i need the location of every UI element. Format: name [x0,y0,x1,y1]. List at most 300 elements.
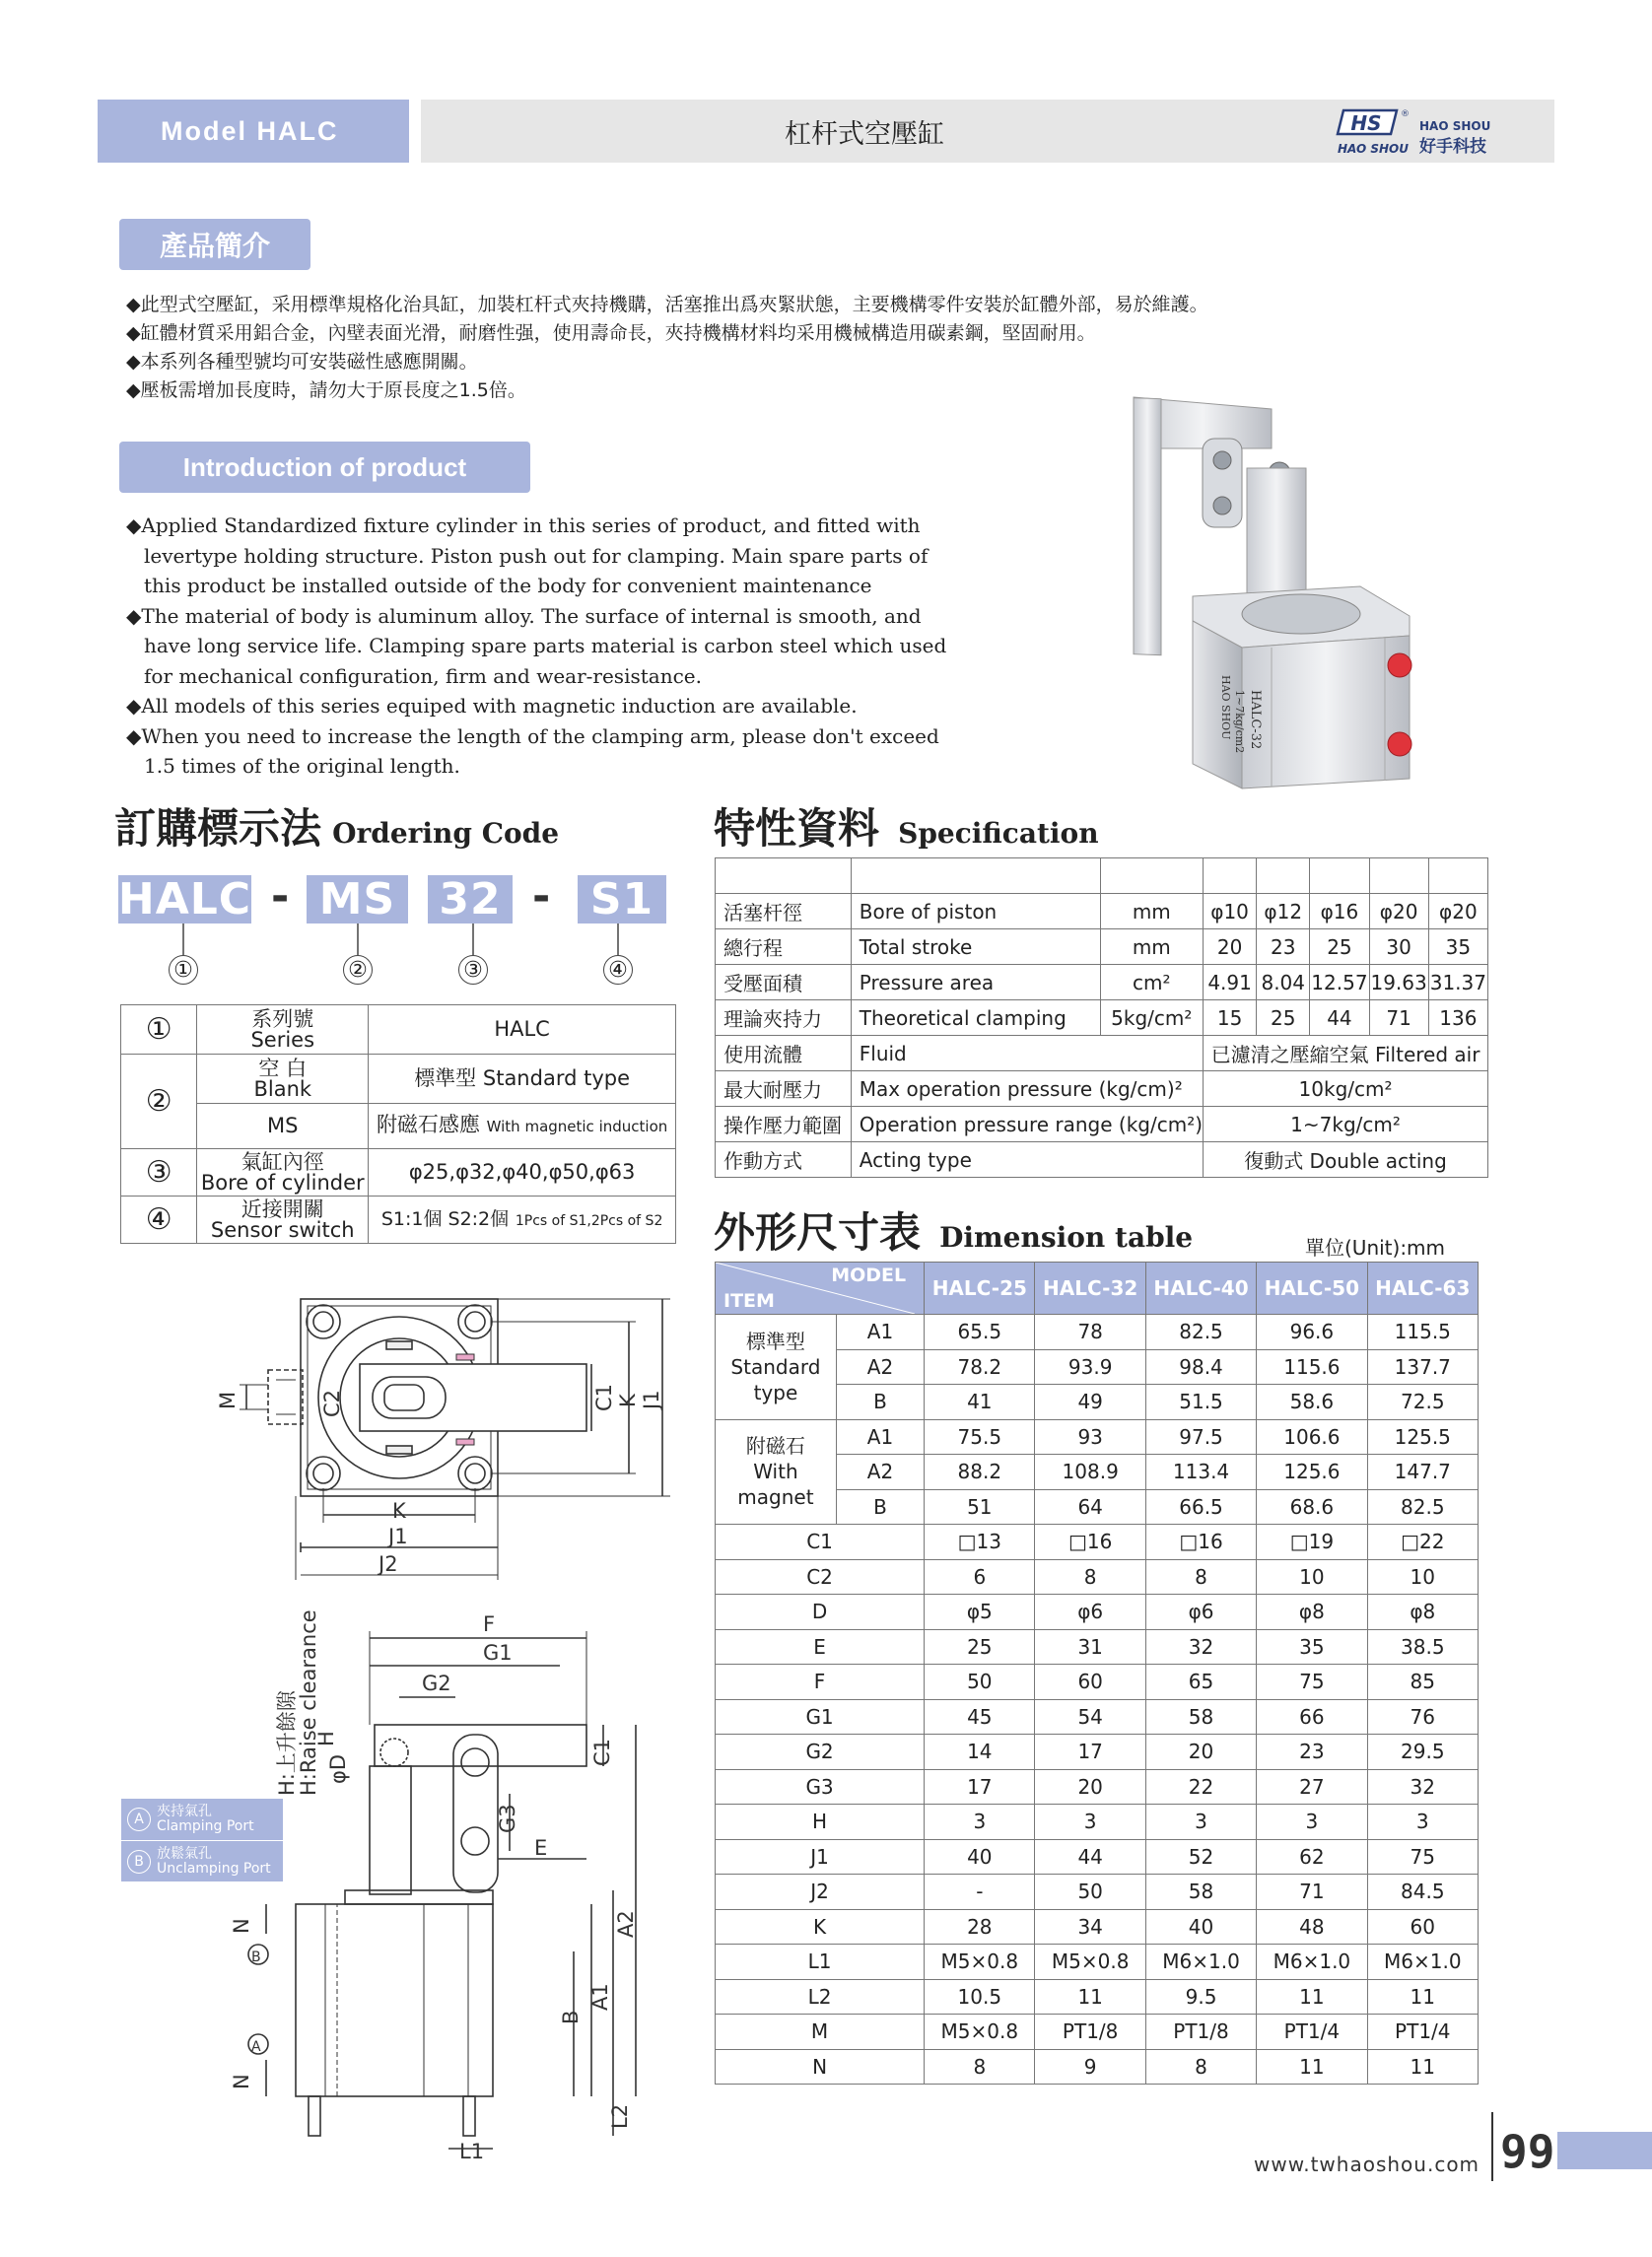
dim-label-E: E [534,1836,548,1860]
footer-divider [1491,2112,1493,2181]
spec-cell: 12.57 [1310,965,1369,1000]
group-std-en1: Standard [730,1354,821,1379]
dim-label-N: N [230,1918,253,1934]
dim-cell: 75.5 [925,1419,1035,1455]
dim-cell: 3 [1257,1805,1367,1840]
model-col: HALC-40 [1145,1263,1256,1315]
table-row [716,1071,1488,1107]
spec-span-value: 已濾清之壓縮空氣 Filtered air [1204,1036,1488,1071]
group-mag-en2: magnet [737,1485,814,1510]
magnetic-zh: 附磁石感應 [376,1113,480,1136]
spec-title-en: Specification [898,817,1099,850]
dim-cell: 88.2 [925,1455,1035,1490]
dim-item: M [716,2015,925,2050]
dimension-title [714,1200,1193,1260]
dim-cell: 64 [1035,1489,1145,1525]
spec-cell: 25 [1310,929,1369,965]
dim-cell: 60 [1367,1909,1478,1945]
spec-row-unit: 5kg/cm² [1100,1000,1203,1036]
ordering-title-en: Ordering Code [332,817,560,850]
dim-cell: 3 [1145,1805,1256,1840]
dim-item: J2 [716,1875,925,1910]
table-row [716,1875,1479,1910]
dim-label-C1: C1 [592,1383,616,1411]
dim-cell: 3 [1035,1805,1145,1840]
dim-cell: φ8 [1367,1595,1478,1630]
dim-label-A1: A1 [588,1983,612,2011]
spec-cell: 20 [1204,929,1257,965]
dim-item: G2 [716,1735,925,1770]
dim-cell: 78 [1035,1315,1145,1350]
spec-cell: φ20 [1369,894,1428,929]
spec-col: φ63 [1428,858,1487,894]
dim-cell: □19 [1257,1525,1367,1560]
dim-item: N [716,2049,925,2085]
dim-cell: M6×1.0 [1367,1945,1478,1980]
bore-zh: 氣缸內徑 [241,1149,324,1174]
spec-row-en: Total stroke [851,929,1100,965]
dim-label-L1: L1 [459,2140,485,2163]
dim-cell: φ6 [1035,1595,1145,1630]
code-dash: - [271,871,290,922]
intro-en-line: 1.5 times of the original length. [144,754,460,778]
dim-cell: 50 [925,1665,1035,1700]
spec-row-en: Theoretical clamping [851,1000,1100,1036]
legend-mark-b: B [127,1850,151,1874]
dim-cell: 84.5 [1367,1875,1478,1910]
dim-label-N: N [230,2074,253,2089]
table-row [716,1909,1479,1945]
dim-label-H: H [314,1731,338,1746]
dim-simple-rows [716,1525,1479,2085]
dim-cell: 106.6 [1257,1419,1367,1455]
table-row [716,1419,1479,1455]
table-row [716,1629,1479,1665]
code-part-series: HALC [117,874,252,924]
intro-en-line: levertype holding structure. Piston push out for clamping. Main spare parts of [144,543,929,568]
table-row [716,2015,1479,2050]
dim-cell: M5×0.8 [925,2015,1035,2050]
dim-label-J1: J1 [640,1390,663,1409]
code-part-switch: S1 [578,875,666,923]
code-part-option: MS [307,875,408,923]
table-row [716,1805,1479,1840]
spec-col: φ25 [1204,858,1257,894]
technical-drawing [0,0,710,2198]
group-mag-zh: 附磁石 [745,1434,805,1459]
dim-label-K: K [616,1394,640,1407]
photo-label-model: HALC-32 [1248,690,1263,750]
side-view [266,1631,636,2149]
group-std-en2: type [753,1380,798,1404]
spec-col: φ40 [1310,858,1369,894]
row-num: ④ [121,1197,197,1244]
spec-span-value: 1~7kg/cm² [1204,1107,1488,1142]
dim-item: C2 [716,1559,925,1595]
sensor-small: 1Pcs of S1,2Pcs of S2 [515,1212,663,1229]
dim-cell: 17 [1035,1735,1145,1770]
dim-cell: 8 [925,2049,1035,2085]
dim-cell: PT1/8 [1145,2015,1256,2050]
dim-cell: 20 [1035,1769,1145,1805]
dim-cell: 3 [1367,1805,1478,1840]
dim-cell: □22 [1367,1525,1478,1560]
dim-cell: 35 [1257,1629,1367,1665]
dim-cell: 8 [1145,2049,1256,2085]
dim-cell: 75 [1257,1665,1367,1700]
bore-value: φ25,φ32,φ40,φ50,φ63 [369,1149,676,1197]
dim-item: E [716,1629,925,1665]
spec-cell: 31.37 [1428,965,1487,1000]
dim-cell: 11 [1035,1979,1145,2015]
table-row [716,1595,1479,1630]
spec-header-unit: mm [1100,858,1203,894]
dim-cell: 8 [1035,1559,1145,1595]
dim-cell: 52 [1145,1839,1256,1875]
dim-cell: 98.4 [1145,1349,1256,1385]
spec-row-zh: 使用流體 [716,1036,852,1071]
table-row [716,1979,1479,2015]
model-item-header [716,1263,925,1315]
blank-zh: 空 白 [258,1056,308,1080]
dim-cell: PT1/8 [1035,2015,1145,2050]
intro-en-heading: Introduction of product [119,442,530,493]
table-row [716,1735,1479,1770]
table-row [716,1000,1488,1036]
dim-label-C1: C1 [590,1738,614,1766]
spec-row-en: Fluid [851,1036,1203,1071]
dim-item: L1 [716,1945,925,1980]
spec-row-zh: 最大耐壓力 [716,1071,852,1107]
bore-en: Bore of cylinder [200,1170,365,1195]
dim-cell: 34 [1035,1909,1145,1945]
dim-item: J1 [716,1839,925,1875]
code-dash: - [532,871,551,922]
spec-row-zh: 總行程 [716,929,852,965]
dim-header-row [716,1263,1479,1315]
group-standard [716,1315,837,1420]
spec-cell: 19.63 [1369,965,1428,1000]
dim-cell: 49 [1035,1385,1145,1420]
dim-cell: 51.5 [1145,1385,1256,1420]
dim-cell: □16 [1145,1525,1256,1560]
dim-cell: 82.5 [1145,1315,1256,1350]
dim-cell: 66.5 [1145,1489,1256,1525]
dim-cell: 51 [925,1489,1035,1525]
photo-label-range: 1~7kg/cm2 [1233,690,1246,754]
top-view [240,1299,670,1580]
dim-cell: 54 [1035,1699,1145,1735]
dim-cell: 14 [925,1735,1035,1770]
dim-cell: M6×1.0 [1145,1945,1256,1980]
spec-row-zh: 受壓面積 [716,965,852,1000]
spec-row-en: Operation pressure range (kg/cm²) [851,1107,1203,1142]
dim-cell: 31 [1035,1629,1145,1665]
model-col: HALC-32 [1035,1263,1145,1315]
dim-cell: 32 [1367,1769,1478,1805]
logo-mark: HS [1350,111,1382,135]
group-std-zh: 標準型 [745,1329,805,1353]
dim-cell: 62 [1257,1839,1367,1875]
spec-cell: φ12 [1257,894,1310,929]
dim-cell: M5×0.8 [925,1945,1035,1980]
dim-cell: 93 [1035,1419,1145,1455]
logo-brand-en2: HAO SHOU [1338,142,1409,156]
dim-cell: 75 [1367,1839,1478,1875]
dim-item: H [716,1805,925,1840]
model-col: HALC-50 [1257,1263,1367,1315]
table-row [716,894,1488,929]
spec-cell: 4.91 [1204,965,1257,1000]
table-row [716,1525,1479,1560]
spec-title [714,796,1099,855]
spec-row-en: Acting type [851,1142,1203,1178]
dim-cell: φ5 [925,1595,1035,1630]
legend-item-clamping [121,1799,283,1841]
intro-en-line: for mechanical configuration, firm and wear-resistance. [144,663,702,688]
dim-cell: 58 [1145,1875,1256,1910]
dim-cell: 58 [1145,1699,1256,1735]
dim-label-G3: G3 [496,1804,519,1833]
photo-label-brand: HAO SHOU [1219,675,1232,740]
dim-cell: 44 [1035,1839,1145,1875]
dim-cell: M6×1.0 [1257,1945,1367,1980]
table-row [716,1315,1479,1350]
table-row [716,1665,1479,1700]
spec-row-zh: 操作壓力範圍 [716,1107,852,1142]
dim-cell: 6 [925,1559,1035,1595]
dim-label-F: F [483,1612,496,1636]
dim-cell: 137.7 [1367,1349,1478,1385]
spec-title-zh: 特性資料 [714,804,880,853]
intro-en-line: this product be installed outside of the body for convenient maintenance [144,574,872,597]
dim-cell: 68.6 [1257,1489,1367,1525]
group-mag-en1: With [753,1460,798,1484]
dim-cell: 113.4 [1145,1455,1256,1490]
dim-cell: 45 [925,1699,1035,1735]
dim-cell: 20 [1145,1735,1256,1770]
dim-cell: 27 [1257,1769,1367,1805]
dim-cell: 93.9 [1035,1349,1145,1385]
dim-cell: 17 [925,1769,1035,1805]
dim-cell: 58.6 [1257,1385,1367,1420]
dim-cell: □16 [1035,1525,1145,1560]
page-number: 99 [1500,2125,1555,2178]
model-col: HALC-63 [1367,1263,1478,1315]
spec-cell: 25 [1257,1000,1310,1036]
dim-item: C1 [716,1525,925,1560]
row-num: ② [121,1055,197,1149]
row-num: ③ [121,1149,197,1197]
raise-clearance-zh: H:上升餘隙 [275,1690,299,1796]
dim-cell: 65.5 [925,1315,1035,1350]
dim-label-A2: A2 [614,1910,638,1938]
port-legend [121,1799,283,1881]
dim-item: F [716,1665,925,1700]
logo-reg: ® [1401,109,1410,119]
dim-cell: 66 [1257,1699,1367,1735]
series-zh: 系列號 [251,1006,314,1031]
dim-cell: 11 [1367,1979,1478,2015]
intro-en-line: ◆The material of body is aluminum alloy. The surface of internal is smooth, and [126,603,922,628]
dimension-table [715,1262,1479,2085]
dim-item: A1 [836,1419,924,1455]
unit-note: 單位(Unit):mm [1305,1236,1446,1260]
ordering-title-zh: 訂購標示法 [114,804,322,853]
spec-row-unit: mm [1100,894,1203,929]
spec-cell: 30 [1369,929,1428,965]
legend-en: Unclamping Port [157,1861,271,1877]
intro-zh-bullet: ◆壓板需增加長度時，請勿大于原長度之1.5倍。 [126,379,526,401]
dim-cell: φ6 [1145,1595,1256,1630]
spec-row-unit: cm² [1100,965,1203,1000]
spec-row-zh: 理論夾持力 [716,1000,852,1036]
dimension-title-zh: 外形尺寸表 [714,1208,922,1257]
footer-url[interactable]: www.twhaoshou.com [1254,2153,1480,2176]
dim-cell: 3 [925,1805,1035,1840]
dim-cell: 85 [1367,1665,1478,1700]
dim-cell: 11 [1257,2049,1367,2085]
code-marker: ④ [603,955,633,985]
intro-zh-bullet: ◆此型式空壓缸，采用標準規格化治具缸，加裝杠杆式夾持機購，活塞推出爲夾緊狀態，主要機構零件安裝於缸體外部，易於維護。 [126,294,1208,315]
dim-cell: 108.9 [1035,1455,1145,1490]
series-en: Series [250,1027,315,1052]
dim-item: G3 [716,1769,925,1805]
dim-label-G1: G1 [483,1641,513,1665]
logo-brand-en: HAO SHOU [1419,119,1491,133]
dim-item: A2 [836,1455,924,1490]
spec-cell: 8.04 [1257,965,1310,1000]
dim-cell: 60 [1035,1665,1145,1700]
dim-cell: 28 [925,1909,1035,1945]
intro-zh-bullet: ◆缸體材質采用鋁合金，內壁表面光滑，耐磨性强，使用壽命長，夾持機構材料均采用機械構造用碳素鋼，堅固耐用。 [126,322,1096,344]
dim-cell: PT1/4 [1367,2015,1478,2050]
dim-item: G1 [716,1699,925,1735]
dim-cell: M5×0.8 [1035,1945,1145,1980]
spec-row-en: Bore of piston [851,894,1100,929]
model-col: HALC-25 [925,1263,1035,1315]
dim-cell: 11 [1257,1979,1367,2015]
dim-cell: 96.6 [1257,1315,1367,1350]
dim-label-B: B [559,2010,583,2024]
table-row [716,2049,1479,2085]
group-magnet [716,1419,837,1525]
spec-cell: 35 [1428,929,1487,965]
row-num: ① [121,1005,197,1055]
spec-span-value: 10kg/cm² [1204,1071,1488,1107]
dimension-title-en: Dimension table [939,1221,1194,1254]
header-item: ITEM [723,1290,775,1312]
dim-cell: 65 [1145,1665,1256,1700]
dim-cell: 10.5 [925,1979,1035,2015]
dim-cell: 71 [1257,1875,1367,1910]
dim-cell: 82.5 [1367,1489,1478,1525]
dim-item: A1 [836,1315,924,1350]
dim-cell: 22 [1145,1769,1256,1805]
spec-span-value: 復動式 Double acting [1204,1142,1488,1178]
spec-cell: φ16 [1310,894,1369,929]
spec-table [715,857,1488,1178]
dim-cell: 147.7 [1367,1455,1478,1490]
port-markers [248,1945,268,2055]
port-mark-a: A [251,2039,261,2055]
dim-item: K [716,1909,925,1945]
dim-label-J1: J1 [388,1525,408,1548]
ms-cell: MS [197,1104,369,1149]
dim-cell: 9.5 [1145,1979,1256,2015]
intro-en-line: ◆All models of this series equiped with magnetic induction are available. [126,694,858,718]
dim-label-G2: G2 [422,1672,451,1695]
spec-header-row [716,858,1488,894]
dim-item: B [836,1385,924,1420]
sensor-main: S1:1個 S2:2個 [380,1207,510,1230]
dim-cell: 11 [1367,2049,1478,2085]
dim-cell: 10 [1367,1559,1478,1595]
table-row [716,1945,1479,1980]
dim-cell: 76 [1367,1699,1478,1735]
blank-en: Blank [253,1076,312,1101]
dim-cell: 40 [1145,1909,1256,1945]
dim-cell: 97.5 [1145,1419,1256,1455]
table-row [716,1142,1488,1178]
spec-col: φ32 [1257,858,1310,894]
dim-cell: 40 [925,1839,1035,1875]
dim-cell: PT1/4 [1257,2015,1367,2050]
page-title: 杠杆式空壓缸 [785,118,944,150]
intro-zh-bullet: ◆本系列各種型號均可安裝磁性感應開關。 [126,351,478,373]
spec-cell: 136 [1428,1000,1487,1036]
sensor-en: Sensor switch [210,1217,355,1242]
standard-type-zh: 標準型 [414,1066,477,1090]
table-row [716,1559,1479,1595]
dim-label-K: K [392,1499,406,1523]
spec-cell: φ10 [1204,894,1257,929]
spec-row-zh: 作動方式 [716,1142,852,1178]
dim-item: L2 [716,1979,925,2015]
dim-cell: 48 [1257,1909,1367,1945]
spec-header-zh: 氣缸內徑 [716,858,852,894]
footer-accent-bar [1557,2132,1652,2169]
dim-label-M: M [216,1391,240,1409]
table-row [716,1839,1479,1875]
model-label: Model HALC [98,100,409,163]
spec-cell: φ20 [1428,894,1487,929]
legend-item-unclamping [121,1841,283,1882]
spec-row-en: Max operation pressure (kg/cm)² [851,1071,1203,1107]
magnetic-en: With magnetic induction [486,1118,668,1135]
dim-cell: □13 [925,1525,1035,1560]
dim-cell: 125.6 [1257,1455,1367,1490]
dim-cell: 29.5 [1367,1735,1478,1770]
spec-cell: 23 [1257,929,1310,965]
spec-cell: 71 [1369,1000,1428,1036]
dim-cell: 78.2 [925,1349,1035,1385]
table-row [716,1769,1479,1805]
standard-type-en: Standard type [482,1066,630,1090]
table-row [716,1036,1488,1071]
dim-cell: 50 [1035,1875,1145,1910]
header-model: MODEL [831,1265,907,1286]
spec-cell: 44 [1310,1000,1369,1036]
table-row [716,929,1488,965]
code-marker: ① [169,955,198,985]
dim-cell: 23 [1257,1735,1367,1770]
dim-cell: 25 [925,1629,1035,1665]
dim-cell: 72.5 [1367,1385,1478,1420]
legend-mark-a: A [127,1808,151,1831]
port-mark-b: B [251,1949,261,1965]
table-row [716,965,1488,1000]
